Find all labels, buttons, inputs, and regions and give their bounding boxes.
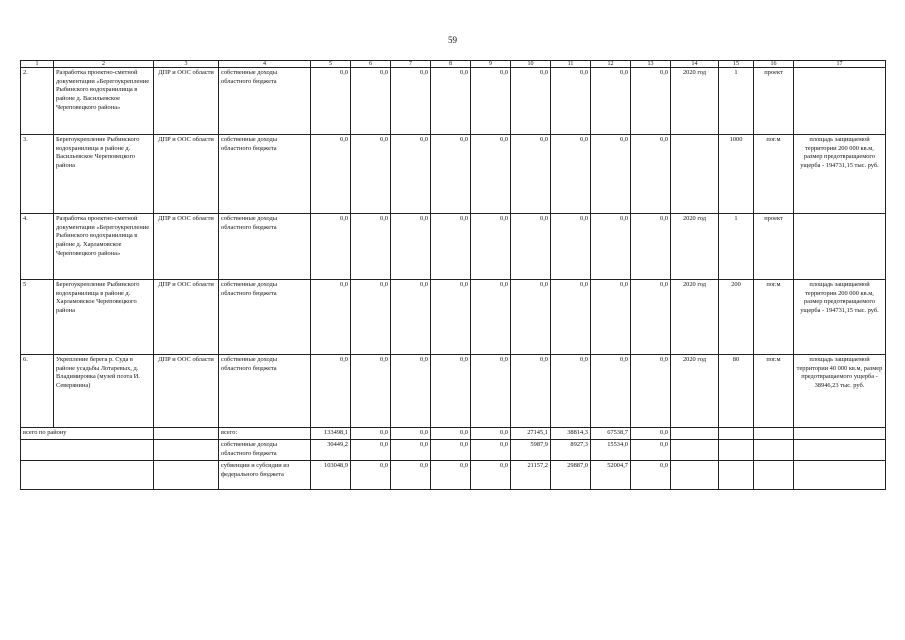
total-value: 0,0 (471, 461, 511, 490)
funding-source: собственные доходы областного бюджета (219, 68, 311, 135)
empty-cell (719, 461, 754, 490)
total-value: 0,0 (431, 428, 471, 440)
quantity: 1000 (719, 135, 754, 214)
table-row (21, 214, 886, 280)
empty-cell (794, 428, 886, 440)
value-cell: 0,0 (391, 280, 431, 355)
value-cell: 0,0 (551, 214, 591, 280)
total-value: 67538,7 (591, 428, 631, 440)
value-cell: 0,0 (471, 280, 511, 355)
total-value: 15534,0 (591, 440, 631, 461)
header-cell: 16 (754, 61, 794, 68)
total-value: 38814,3 (551, 428, 591, 440)
header-cell: 12 (591, 61, 631, 68)
value-cell: 0,0 (351, 355, 391, 428)
row-number: 5 (21, 280, 54, 355)
value-cell: 0,0 (591, 214, 631, 280)
measure-name: Разработка проектно-сметной документации «Берегоукрепление Рыбинского водохранилища в районе д. Васильевское Череповецкого района» (54, 68, 154, 135)
total-value: 0,0 (351, 428, 391, 440)
total-value: 0,0 (391, 440, 431, 461)
header-cell: 17 (794, 61, 886, 68)
total-value: 0,0 (391, 428, 431, 440)
empty-cell (154, 440, 219, 461)
value-cell: 0,0 (631, 280, 671, 355)
total-value: 133498,1 (311, 428, 351, 440)
completion-year: 2020 год (671, 68, 719, 135)
total-value: 0,0 (471, 428, 511, 440)
header-cell: 8 (431, 61, 471, 68)
funding-source: собственные доходы областного бюджета (219, 355, 311, 428)
value-cell: 0,0 (551, 355, 591, 428)
value-cell: 0,0 (631, 214, 671, 280)
quantity: 200 (719, 280, 754, 355)
total-value: 0,0 (631, 428, 671, 440)
row-number: 3. (21, 135, 54, 214)
quantity: 80 (719, 355, 754, 428)
empty-cell (21, 440, 154, 461)
completion-year (671, 135, 719, 214)
header-cell: 9 (471, 61, 511, 68)
value-cell: 0,0 (391, 355, 431, 428)
header-cell: 6 (351, 61, 391, 68)
empty-cell (719, 440, 754, 461)
value-cell: 0,0 (431, 68, 471, 135)
total-value: 52004,7 (591, 461, 631, 490)
empty-cell (754, 461, 794, 490)
executor: ДПР и ООС области (154, 68, 219, 135)
total-source: собственные доходы областного бюджета (219, 440, 311, 461)
value-cell: 0,0 (511, 68, 551, 135)
measure-name: Берегоукрепление Рыбинского водохранилища в районе д. Васильевское Череповецкого района (54, 135, 154, 214)
empty-cell (154, 428, 219, 440)
total-value: 0,0 (471, 440, 511, 461)
value-cell: 0,0 (631, 355, 671, 428)
total-source: субвенции и субсидии из федерального бюджета (219, 461, 311, 490)
header-cell: 13 (631, 61, 671, 68)
value-cell: 0,0 (311, 355, 351, 428)
value-cell: 0,0 (511, 214, 551, 280)
total-value: 0,0 (431, 440, 471, 461)
value-cell: 0,0 (591, 135, 631, 214)
total-source: всего: (219, 428, 311, 440)
total-value: 29887,0 (551, 461, 591, 490)
value-cell: 0,0 (511, 355, 551, 428)
value-cell: 0,0 (311, 135, 351, 214)
value-cell: 0,0 (431, 214, 471, 280)
total-value: 0,0 (631, 440, 671, 461)
completion-year: 2020 год (671, 214, 719, 280)
executor: ДПР и ООС области (154, 214, 219, 280)
total-row (21, 461, 886, 490)
value-cell: 0,0 (551, 68, 591, 135)
note: площадь защищаемой территории 200 000 кв.м, размер предотвращаемого ущерба - 194731,15 тыс. руб. (794, 135, 886, 214)
budget-table (20, 60, 886, 490)
table-row (21, 355, 886, 428)
total-value: 21157,2 (511, 461, 551, 490)
value-cell: 0,0 (351, 68, 391, 135)
total-row (21, 428, 886, 440)
unit: пог.м (754, 280, 794, 355)
value-cell: 0,0 (311, 68, 351, 135)
total-value: 103048,9 (311, 461, 351, 490)
header-cell: 7 (391, 61, 431, 68)
value-cell: 0,0 (431, 135, 471, 214)
empty-cell (671, 440, 719, 461)
executor: ДПР и ООС области (154, 135, 219, 214)
note: площадь защищаемой территории 200 000 кв.м, размер предотвращаемого ущерба - 194731,15 тыс. руб. (794, 280, 886, 355)
funding-source: собственные доходы областного бюджета (219, 280, 311, 355)
value-cell: 0,0 (511, 135, 551, 214)
funding-source: собственные доходы областного бюджета (219, 135, 311, 214)
table-row (21, 135, 886, 214)
total-row (21, 440, 886, 461)
value-cell: 0,0 (591, 280, 631, 355)
value-cell: 0,0 (351, 214, 391, 280)
value-cell: 0,0 (431, 280, 471, 355)
value-cell: 0,0 (471, 68, 511, 135)
header-cell: 15 (719, 61, 754, 68)
value-cell: 0,0 (471, 214, 511, 280)
unit: проект (754, 214, 794, 280)
total-value: 0,0 (431, 461, 471, 490)
executor: ДПР и ООС области (154, 280, 219, 355)
value-cell: 0,0 (551, 135, 591, 214)
value-cell: 0,0 (311, 214, 351, 280)
value-cell: 0,0 (631, 135, 671, 214)
value-cell: 0,0 (591, 68, 631, 135)
header-cell: 3 (154, 61, 219, 68)
value-cell: 0,0 (631, 68, 671, 135)
total-value: 30449,2 (311, 440, 351, 461)
note (794, 214, 886, 280)
total-value: 0,0 (391, 461, 431, 490)
header-cell: 2 (54, 61, 154, 68)
total-value: 0,0 (351, 461, 391, 490)
empty-cell (754, 428, 794, 440)
header-cell: 10 (511, 61, 551, 68)
row-number: 6. (21, 355, 54, 428)
empty-cell (21, 461, 154, 490)
table-row (21, 280, 886, 355)
row-number: 4. (21, 214, 54, 280)
total-value: 5987,9 (511, 440, 551, 461)
unit: пог.м (754, 135, 794, 214)
total-value: 27145,1 (511, 428, 551, 440)
header-cell: 14 (671, 61, 719, 68)
header-cell: 5 (311, 61, 351, 68)
header-cell: 4 (219, 61, 311, 68)
value-cell: 0,0 (431, 355, 471, 428)
header-cell: 11 (551, 61, 591, 68)
unit: пог.м (754, 355, 794, 428)
note: площадь защищаемой территории 40 000 кв.м, размер предотвращаемого ущерба - 38946,23 тыс. руб. (794, 355, 886, 428)
note (794, 68, 886, 135)
measure-name: Разработка проектно-сметной документации «Берегоукрепление Рыбинского водохранилища в районе д. Харламовское Череповецкого района» (54, 214, 154, 280)
funding-source: собственные доходы областного бюджета (219, 214, 311, 280)
empty-cell (671, 461, 719, 490)
empty-cell (754, 440, 794, 461)
empty-cell (719, 428, 754, 440)
quantity: 1 (719, 68, 754, 135)
value-cell: 0,0 (471, 135, 511, 214)
empty-cell (154, 461, 219, 490)
quantity: 1 (719, 214, 754, 280)
empty-cell (671, 428, 719, 440)
totals-label: всего по району (21, 428, 154, 440)
table-row (21, 68, 886, 135)
value-cell: 0,0 (551, 280, 591, 355)
completion-year: 2020 год (671, 280, 719, 355)
total-value: 0,0 (631, 461, 671, 490)
value-cell: 0,0 (351, 135, 391, 214)
executor: ДПР и ООС области (154, 355, 219, 428)
value-cell: 0,0 (391, 214, 431, 280)
measure-name: Укрепление берега р. Суда в районе усадьбы Лотаревых, д. Владимировка (музей поэта И. Северянина) (54, 355, 154, 428)
value-cell: 0,0 (351, 280, 391, 355)
unit: проект (754, 68, 794, 135)
total-value: 8927,3 (551, 440, 591, 461)
value-cell: 0,0 (471, 355, 511, 428)
header-cell: 1 (21, 61, 54, 68)
measure-name: Берегоукрепление Рыбинского водохранилища в районе д. Харламовское Череповецкого района (54, 280, 154, 355)
value-cell: 0,0 (391, 68, 431, 135)
empty-cell (794, 440, 886, 461)
value-cell: 0,0 (511, 280, 551, 355)
row-number: 2. (21, 68, 54, 135)
total-value: 0,0 (351, 440, 391, 461)
page-number: 59 (448, 35, 457, 45)
value-cell: 0,0 (311, 280, 351, 355)
column-number-header (21, 61, 886, 68)
completion-year: 2020 год (671, 355, 719, 428)
value-cell: 0,0 (591, 355, 631, 428)
empty-cell (794, 461, 886, 490)
value-cell: 0,0 (391, 135, 431, 214)
